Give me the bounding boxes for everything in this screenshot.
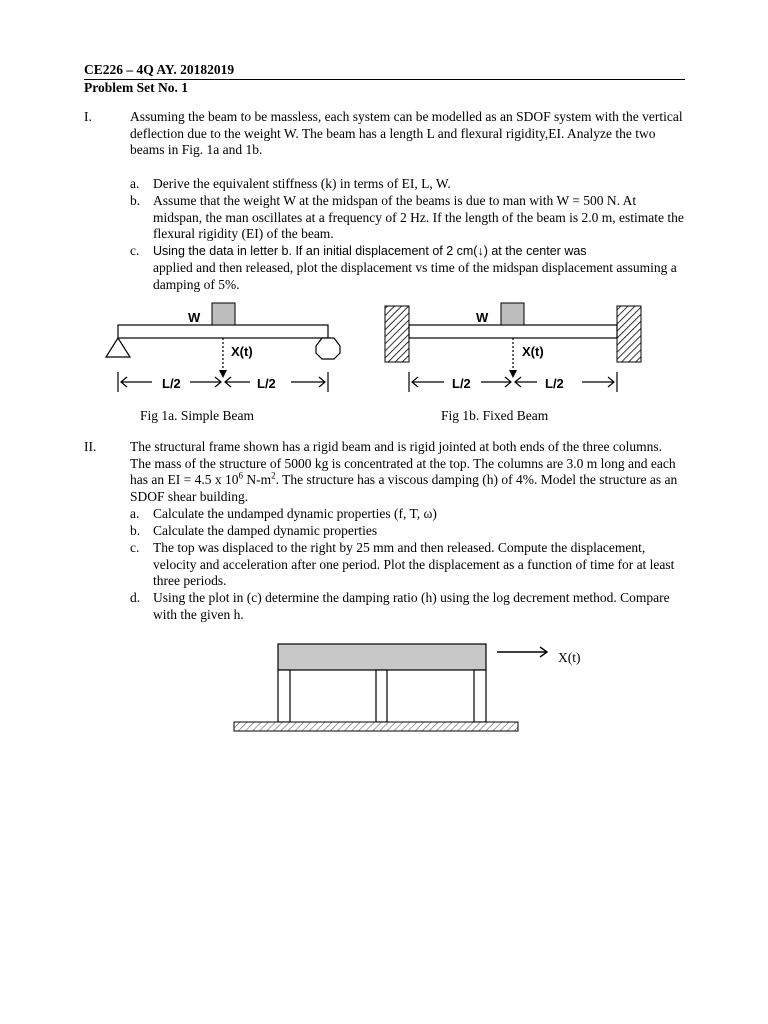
problem-2c-text: The top was displaced to the right by 25 mm and then released. Compute the displacement, velocity and acceleration after one period. Plot the displacement as a function of time for at least three periods. (153, 540, 675, 588)
fixed-beam (409, 325, 617, 338)
problem-2-intro-part-b: N-m (242, 472, 272, 487)
fig-1b-caption: Fig 1b. Fixed Beam (441, 408, 549, 423)
simple-beam-displacement-arrow (219, 370, 227, 378)
problem-1c-rest: applied and then released, plot the displacement vs time of the midspan displacement assuming a damping of 5%. (153, 260, 677, 292)
problem-1-number: I. (84, 109, 92, 124)
problem-2c-marker: c. (130, 540, 140, 555)
fixed-beam-figure (385, 303, 641, 392)
problem-1c-marker: c. (130, 243, 140, 258)
unit-exponent: 2 (271, 470, 276, 481)
problem-1c-line1: Using the data in letter b. If an initial displacement of 2 cm(↓) at the center was (153, 244, 587, 258)
problem-1a-marker: a. (130, 176, 140, 191)
frame-disp-label: X(t) (558, 650, 581, 665)
problem-1b-text: Assume that the weight W at the midspan of the beams is due to man with W = 500 N. At midspan, the man oscillates at a frequency of 2 Hz. If the length of the beam is 2.0 m, estimate the flexural rigidity (EI) of the beam. (153, 193, 684, 241)
fixed-beam-dim-right: L/2 (545, 376, 564, 391)
fixed-beam-weight-block (501, 303, 524, 325)
roller-support-icon (316, 338, 340, 359)
simple-beam-dim-right: L/2 (257, 376, 276, 391)
fixed-beam-disp-label: X(t) (522, 344, 544, 359)
rigid-beam (278, 644, 486, 670)
column-right (474, 670, 486, 722)
problem-2a-text: Calculate the undamped dynamic properties (f, T, ω) (153, 506, 437, 521)
problem-1-intro: Assuming the beam to be massless, each system can be modelled as an SDOF system with the vertical deflection due to the weight W. The beam has a length L and flexural rigidity,EI. Analyze the two beams in Fig. 1a and 1b. (130, 109, 683, 157)
problem-2-number: II. (84, 439, 97, 454)
fixed-beam-weight-label: W (476, 310, 489, 325)
simple-beam (118, 325, 328, 338)
simple-beam-dim-left: L/2 (162, 376, 181, 391)
left-fixed-support-icon (385, 306, 409, 362)
right-fixed-support-icon (617, 306, 641, 362)
problem-1b-marker: b. (130, 193, 141, 208)
column-middle (376, 670, 387, 722)
simple-beam-weight-block (212, 303, 235, 325)
pin-support-icon (106, 338, 130, 357)
fixed-beam-displacement-arrow (509, 370, 517, 378)
simple-beam-figure (106, 303, 340, 392)
course-header: CE226 – 4Q AY. 20182019 (84, 62, 235, 77)
problem-1a-text: Derive the equivalent stiffness (k) in terms of EI, L, W. (153, 176, 451, 191)
frame-figure (0, 635, 768, 735)
ground-hatch (234, 722, 518, 731)
problem-2a-marker: a. (130, 506, 140, 521)
simple-beam-weight-label: W (188, 310, 201, 325)
problem-2d-marker: d. (130, 590, 141, 605)
ei-exponent: 6 (238, 470, 243, 481)
simple-beam-disp-label: X(t) (231, 344, 253, 359)
problem-2d-text: Using the plot in (c) determine the damping ratio (h) using the log decrement method. Compare with the given h. (153, 590, 670, 622)
column-left (278, 670, 290, 722)
problem-2-intro-part-a: The structural frame shown has a rigid beam and is rigid jointed at both ends of the three columns. The mass of the structure of 5000 kg is concentrated at the top. The columns are 3.0 m long and each has an EI = 4.5 x 10 (130, 439, 676, 487)
problem-set-title: Problem Set No. 1 (84, 80, 188, 95)
fixed-beam-dim-left: L/2 (452, 376, 471, 391)
problem-2b-text: Calculate the damped dynamic properties (153, 523, 378, 538)
problem-2b-marker: b. (130, 523, 141, 538)
problem-2-intro-part-c: . The structure has a viscous damping (h) of 4%. Model the structure as an SDOF shear building. (130, 472, 678, 504)
problem-2-intro (130, 439, 685, 505)
beam-figures (0, 295, 768, 405)
fig-1a-caption: Fig 1a. Simple Beam (140, 408, 254, 423)
